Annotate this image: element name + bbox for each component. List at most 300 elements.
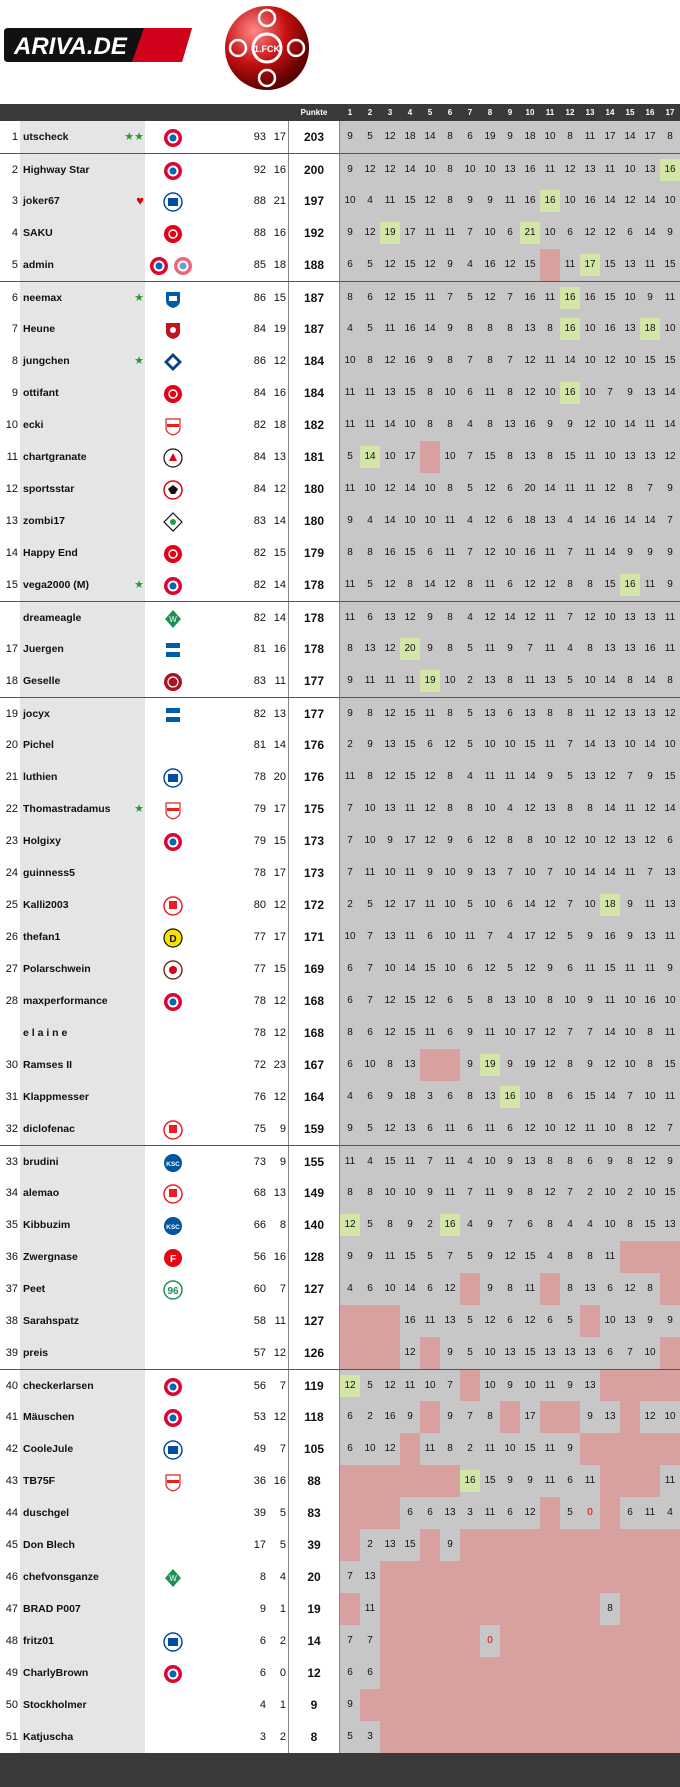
matchday-cell-14 <box>600 1529 620 1561</box>
matchday-cell-15: 6 <box>627 227 633 238</box>
matchday-cell-15: 13 <box>624 1315 636 1326</box>
table-row[interactable] <box>0 1657 680 1689</box>
player-name-link[interactable]: joker67 <box>20 185 145 217</box>
matchday-cell-7: 10 <box>464 164 476 175</box>
matchday-cell-17: 7 <box>667 1123 673 1134</box>
club-cell <box>145 1370 202 1402</box>
player-name-link[interactable]: fritz01 <box>20 1625 145 1657</box>
matchday-cell-10: 20 <box>524 483 536 494</box>
matchday-grid <box>340 1049 680 1081</box>
player-name-link[interactable]: neemax <box>20 282 145 314</box>
table-row[interactable] <box>0 1721 680 1753</box>
rank-cell <box>0 1017 20 1049</box>
matchday-cell-14 <box>600 1689 620 1721</box>
matchday-cell-15: 2 <box>627 1187 633 1198</box>
player-name-link[interactable]: chartgranate <box>20 441 145 473</box>
club-crest-icon <box>163 1120 183 1140</box>
player-name-link[interactable]: e l a i n e <box>20 1017 145 1049</box>
matchday-cell-1: 11 <box>344 612 356 623</box>
matchday-cell-16: 14 <box>644 227 656 238</box>
stat-b: 12 <box>273 483 286 495</box>
club-cell <box>145 1689 202 1721</box>
matchday-cell-4 <box>400 1561 420 1593</box>
player-name-link[interactable]: Sarahspatz <box>20 1305 145 1337</box>
table-row[interactable] <box>0 1497 680 1529</box>
club-cell <box>145 953 202 985</box>
matchday-cell-3: 12 <box>384 1123 396 1134</box>
matchday-cell-5 <box>420 1465 440 1497</box>
matchday-cell-3: 12 <box>384 131 396 142</box>
player-name-link[interactable]: brudini <box>20 1146 145 1178</box>
matchday-cell-9: 14 <box>504 612 516 623</box>
table-row[interactable] <box>0 313 680 345</box>
matchday-cell-14: 6 <box>607 1283 613 1294</box>
player-name-link[interactable]: Kibbuzim <box>20 1209 145 1241</box>
matchday-cell-8: 11 <box>484 1187 496 1198</box>
matchday-cell-8 <box>480 1529 500 1561</box>
matchday-cell-11: 14 <box>544 483 556 494</box>
player-name-link[interactable]: alemao <box>20 1177 145 1209</box>
matchday-grid <box>340 953 680 985</box>
matchday-cell-6: 11 <box>444 1123 456 1134</box>
rank-cell: 50 <box>0 1689 20 1721</box>
matchday-cell-15 <box>620 1657 640 1689</box>
table-row[interactable] <box>0 985 680 1017</box>
matchday-cell-5: 7 <box>427 1156 433 1167</box>
matchday-cell-6: 9 <box>447 1411 453 1422</box>
matchday-cell-8: 11 <box>484 1027 496 1038</box>
matchday-cell-13: 13 <box>584 771 596 782</box>
stats-cell <box>202 185 288 217</box>
table-row[interactable] <box>0 1337 680 1369</box>
matchday-cell-2 <box>360 1305 380 1337</box>
matchday-grid <box>340 1561 680 1593</box>
matchday-cell-12: 12 <box>564 835 576 846</box>
matchday-cell-7: 6 <box>467 387 473 398</box>
table-row[interactable] <box>0 1529 680 1561</box>
table-row[interactable] <box>0 537 680 569</box>
matchday-cell-16: 12 <box>644 835 656 846</box>
table-row[interactable] <box>0 953 680 985</box>
matchday-cell-17 <box>660 1529 680 1561</box>
matchday-cell-17 <box>660 1370 680 1402</box>
matchday-cell-1: 5 <box>347 451 353 462</box>
matchday-cell-6: 8 <box>447 803 453 814</box>
points-cell: 118 <box>288 1401 340 1433</box>
matchday-cell-11: 10 <box>544 227 556 238</box>
player-name-link[interactable]: jungchen <box>20 345 145 377</box>
table-row[interactable] <box>0 185 680 217</box>
matchday-cell-13 <box>580 1305 600 1337</box>
table-row[interactable] <box>0 1433 680 1465</box>
player-name-link[interactable]: SAKU <box>20 217 145 249</box>
matchday-cell-17: 11 <box>664 1027 676 1038</box>
matchday-cell-4: 10 <box>404 1187 416 1198</box>
matchday-cell-8: 12 <box>484 835 496 846</box>
matchday-cell-17 <box>660 1721 680 1753</box>
table-row[interactable] <box>0 1465 680 1497</box>
matchday-cell-2: 6 <box>367 1027 373 1038</box>
table-row[interactable] <box>0 1273 680 1305</box>
matchday-cell-2: 5 <box>367 1123 373 1134</box>
matchday-cell-7: 8 <box>467 803 473 814</box>
matchday-cell-5 <box>420 1689 440 1721</box>
matchday-cell-6: 12 <box>444 1283 456 1294</box>
table-row[interactable] <box>0 1401 680 1433</box>
stats-cell <box>202 1337 288 1369</box>
matchday-grid <box>340 1465 680 1497</box>
table-row[interactable] <box>0 1369 680 1401</box>
player-name-link[interactable]: BRAD P007 <box>20 1593 145 1625</box>
stat-a: 79 <box>253 803 266 815</box>
player-name-link[interactable]: Pichel <box>20 729 145 761</box>
matchday-cell-11: 10 <box>544 1123 556 1134</box>
player-name-link[interactable]: CooleJule <box>20 1433 145 1465</box>
matchday-cell-11: 12 <box>544 899 556 910</box>
matchday-cell-13: 9 <box>587 995 593 1006</box>
matchday-grid <box>340 1305 680 1337</box>
player-name-link[interactable]: duschgel <box>20 1497 145 1529</box>
rank-cell: 12 <box>0 473 20 505</box>
table-row[interactable] <box>0 1017 680 1049</box>
player-name-link[interactable]: diclofenac <box>20 1113 145 1145</box>
table-row[interactable] <box>0 345 680 377</box>
matchday-cell-13 <box>580 1625 600 1657</box>
matchday-cell-9: 10 <box>504 547 516 558</box>
matchday-cell-4 <box>400 1465 420 1497</box>
matchday-cell-13: 17 <box>580 254 600 276</box>
stat-b: 16 <box>273 1475 286 1487</box>
matchday-cell-12: 6 <box>567 1091 573 1102</box>
matchday-cell-7: 7 <box>467 227 473 238</box>
matchday-cell-14: 18 <box>600 894 620 916</box>
matchday-cell-10: 17 <box>524 931 536 942</box>
matchday-cell-13: 10 <box>584 355 596 366</box>
player-name-link[interactable]: sportsstar <box>20 473 145 505</box>
club-cell <box>145 1561 202 1593</box>
table-row[interactable] <box>0 633 680 665</box>
matchday-cell-6: 11 <box>444 1187 456 1198</box>
matchday-cell-5 <box>420 1401 440 1433</box>
matchday-cell-8: 8 <box>487 355 493 366</box>
matchday-cell-10: 12 <box>524 387 536 398</box>
matchday-cell-4: 14 <box>404 1283 416 1294</box>
matchday-cell-8: 11 <box>484 1123 496 1134</box>
matchday-cell-7: 6 <box>467 835 473 846</box>
club-crest-icon <box>163 1377 183 1397</box>
player-name-link[interactable]: Don Blech <box>20 1529 145 1561</box>
matchday-cell-11 <box>540 1689 560 1721</box>
matchday-cell-12: 7 <box>567 612 573 623</box>
matchday-cell-3: 15 <box>384 1156 396 1167</box>
table-row[interactable] <box>0 601 680 633</box>
matchday-cell-8: 9 <box>487 1219 493 1230</box>
matchday-cell-16: 9 <box>647 771 653 782</box>
matchday-grid <box>340 985 680 1017</box>
table-row[interactable] <box>0 505 680 537</box>
player-name-link[interactable]: Juergen <box>20 633 145 665</box>
matchday-cell-14: 15 <box>604 579 616 590</box>
matchday-cell-16: 15 <box>644 1219 656 1230</box>
table-row[interactable] <box>0 697 680 729</box>
matchday-cell-12: 7 <box>567 899 573 910</box>
matchday-header-16: 16 <box>645 108 655 117</box>
table-row[interactable] <box>0 1145 680 1177</box>
matchday-cell-10: 12 <box>524 803 536 814</box>
matchday-cell-17: 8 <box>667 675 673 686</box>
matchday-header-1: 1 <box>347 108 353 117</box>
stats-cell <box>202 1401 288 1433</box>
matchday-cell-14: 16 <box>604 931 616 942</box>
rank-cell: 9 <box>0 377 20 409</box>
club-crest-icon <box>163 928 183 948</box>
stat-b: 1 <box>279 1699 286 1711</box>
matchday-cell-11: 11 <box>544 1380 556 1391</box>
club-crest-icon <box>163 289 183 309</box>
club-cell <box>145 249 202 281</box>
matchday-cell-6 <box>440 1465 460 1497</box>
matchday-cell-3 <box>380 1465 400 1497</box>
table-row[interactable] <box>0 1209 680 1241</box>
table-row[interactable] <box>0 665 680 697</box>
table-row[interactable] <box>0 249 680 281</box>
stat-b: 19 <box>273 323 286 335</box>
matchday-cell-16 <box>640 1370 660 1402</box>
matchday-cell-16: 17 <box>644 131 656 142</box>
matchday-cell-4: 15 <box>404 387 416 398</box>
matchday-cell-13 <box>580 1657 600 1689</box>
table-row[interactable] <box>0 1625 680 1657</box>
club-cell <box>145 217 202 249</box>
matchday-cell-11: 8 <box>547 708 553 719</box>
matchday-cell-17: 11 <box>664 612 676 623</box>
matchday-cell-16 <box>640 1465 660 1497</box>
points-cell: 182 <box>288 409 340 441</box>
stat-a: 93 <box>253 131 266 143</box>
stat-a: 66 <box>253 1219 266 1231</box>
table-row[interactable] <box>0 441 680 473</box>
stats-cell <box>202 857 288 889</box>
table-row[interactable] <box>0 857 680 889</box>
matchday-grid <box>340 473 680 505</box>
player-name-link[interactable]: utscheck <box>20 121 145 153</box>
player-name-link[interactable]: zombi17 <box>20 505 145 537</box>
matchday-header-4: 4 <box>407 108 413 117</box>
matchday-cell-13: 9 <box>587 1059 593 1070</box>
matchday-cell-2: 3 <box>367 1731 373 1742</box>
table-row[interactable] <box>0 889 680 921</box>
points-cell: 168 <box>288 1017 340 1049</box>
player-name-link[interactable]: Happy End <box>20 537 145 569</box>
table-row[interactable] <box>0 793 680 825</box>
ariva-logo[interactable] <box>4 26 196 64</box>
matchday-cell-8: 15 <box>484 1475 496 1486</box>
club-crest-icon <box>163 480 183 500</box>
player-name-link[interactable]: Zwergnase <box>20 1241 145 1273</box>
player-name-link[interactable]: maxperformance <box>20 985 145 1017</box>
player-name-link[interactable]: Klappmesser <box>20 1081 145 1113</box>
matchday-cell-11: 4 <box>547 1251 553 1262</box>
matchday-cell-11: 11 <box>544 1475 556 1486</box>
player-name-link[interactable]: dreameagle <box>20 602 145 634</box>
matchday-cell-11: 12 <box>544 931 556 942</box>
player-name-link[interactable]: Kalli2003 <box>20 889 145 921</box>
stat-b: 14 <box>273 515 286 527</box>
matchday-cell-3: 9 <box>387 835 393 846</box>
table-row[interactable] <box>0 1305 680 1337</box>
player-name-link[interactable]: Mäuschen <box>20 1401 145 1433</box>
points-cell: 173 <box>288 825 340 857</box>
player-name-link[interactable]: preis <box>20 1337 145 1369</box>
table-row[interactable] <box>0 825 680 857</box>
matchday-cell-16: 12 <box>644 803 656 814</box>
table-row[interactable] <box>0 761 680 793</box>
player-name-link[interactable]: guinness5 <box>20 857 145 889</box>
player-name-link[interactable]: Peet <box>20 1273 145 1305</box>
matchday-cell-1: 2 <box>347 899 353 910</box>
matchday-cell-9: 8 <box>507 323 513 334</box>
player-name-link[interactable]: chefvonsganze <box>20 1561 145 1593</box>
matchday-cell-16: 11 <box>644 579 656 590</box>
matchday-cell-10: 10 <box>524 995 536 1006</box>
matchday-cell-5: 6 <box>427 1123 433 1134</box>
player-name-link[interactable]: Geselle <box>20 665 145 697</box>
matchday-cell-4: 12 <box>404 612 416 623</box>
matchday-cell-14 <box>600 1625 620 1657</box>
stat-a: 84 <box>253 483 266 495</box>
matchday-cell-5: 15 <box>424 963 436 974</box>
matchday-cell-7: 6 <box>467 963 473 974</box>
player-name-link[interactable]: Stockholmer <box>20 1689 145 1721</box>
stat-b: 12 <box>273 899 286 911</box>
matchday-cell-16: 11 <box>644 963 656 974</box>
matchday-cell-3: 13 <box>384 739 396 750</box>
player-name-link[interactable]: Heune <box>20 313 145 345</box>
player-name-link[interactable]: Thomastradamus <box>20 793 145 825</box>
player-name-link[interactable]: thefan1 <box>20 921 145 953</box>
matchday-cell-17: 9 <box>667 227 673 238</box>
matchday-cell-6: 8 <box>447 1443 453 1454</box>
matchday-cell-6: 11 <box>444 515 456 526</box>
table-row[interactable] <box>0 409 680 441</box>
club-crest-icon <box>163 992 183 1012</box>
stat-a: 84 <box>253 451 266 463</box>
matchday-cell-16: 11 <box>644 419 656 430</box>
stats-cell <box>202 1465 288 1497</box>
stat-b: 17 <box>273 931 286 943</box>
table-row[interactable] <box>0 729 680 761</box>
matchday-cell-13: 16 <box>584 195 596 206</box>
stat-a: 78 <box>253 867 266 879</box>
table-row[interactable] <box>0 1593 680 1625</box>
player-name-link[interactable]: Polarschwein <box>20 953 145 985</box>
matchday-cell-8: 12 <box>484 963 496 974</box>
rank-cell: 10 <box>0 409 20 441</box>
matchday-cell-2: 9 <box>367 739 373 750</box>
matchday-cell-9: 8 <box>507 1283 513 1294</box>
matchday-cell-13: 11 <box>584 1123 596 1134</box>
matchday-cell-9: 16 <box>500 1086 520 1108</box>
table-row[interactable] <box>0 217 680 249</box>
player-name-link[interactable]: Highway Star <box>20 154 145 186</box>
table-row[interactable] <box>0 1689 680 1721</box>
matchday-cell-5: 6 <box>427 1507 433 1518</box>
points-cell: 128 <box>288 1241 340 1273</box>
matchday-cell-2: 6 <box>367 292 373 303</box>
stat-b: 4 <box>279 1571 286 1583</box>
table-row[interactable] <box>0 1113 680 1145</box>
table-row[interactable] <box>0 281 680 313</box>
points-cell: 127 <box>288 1305 340 1337</box>
player-name-link[interactable]: luthien <box>20 761 145 793</box>
matchday-cell-14: 13 <box>604 1411 616 1422</box>
matchday-cell-11: 11 <box>544 355 556 366</box>
matchday-cell-3: 12 <box>384 259 396 270</box>
player-name-link[interactable]: TB75F <box>20 1465 145 1497</box>
player-name-link[interactable]: jocyx <box>20 698 145 730</box>
matchday-cell-8: 10 <box>484 899 496 910</box>
rank-cell: 46 <box>0 1561 20 1593</box>
table-row[interactable] <box>0 1081 680 1113</box>
points-cell: 178 <box>288 569 340 601</box>
matchday-cell-1: 10 <box>344 931 356 942</box>
matchday-cell-1: 12 <box>340 1214 360 1236</box>
matchday-cell-8: 9 <box>487 195 493 206</box>
club-cell <box>145 633 202 665</box>
matchday-cell-15: 10 <box>624 995 636 1006</box>
stat-b: 23 <box>273 1059 286 1071</box>
table-row[interactable] <box>0 1177 680 1209</box>
matchday-header-7: 7 <box>467 108 473 117</box>
player-name-link[interactable]: ottifant <box>20 377 145 409</box>
matchday-header-14: 14 <box>605 108 615 117</box>
matchday-cell-14: 12 <box>604 771 616 782</box>
stat-a: 72 <box>253 1059 266 1071</box>
points-cell: 175 <box>288 793 340 825</box>
points-cell: 167 <box>288 1049 340 1081</box>
matchday-cell-11: 10 <box>544 131 556 142</box>
matchday-cell-14: 10 <box>604 419 616 430</box>
table-row[interactable] <box>0 921 680 953</box>
matchday-cell-4 <box>400 1625 420 1657</box>
table-row[interactable] <box>0 569 680 601</box>
matchday-cell-4: 17 <box>404 227 416 238</box>
matchday-cell-4: 10 <box>404 515 416 526</box>
matchday-cell-15: 11 <box>624 803 636 814</box>
player-name-link[interactable]: Holgixy <box>20 825 145 857</box>
player-name-link[interactable]: checkerlarsen <box>20 1370 145 1402</box>
player-name-link[interactable]: admin <box>20 249 145 281</box>
matchday-cell-1: 11 <box>344 579 356 590</box>
table-row[interactable] <box>0 377 680 409</box>
table-row[interactable] <box>0 121 680 153</box>
player-name-link[interactable]: Katjuscha <box>20 1721 145 1753</box>
table-row[interactable] <box>0 1049 680 1081</box>
table-row[interactable] <box>0 473 680 505</box>
player-name-link[interactable]: Ramses II <box>20 1049 145 1081</box>
player-name-link[interactable]: vega2000 (M) <box>20 569 145 601</box>
table-row[interactable] <box>0 153 680 185</box>
table-row[interactable] <box>0 1561 680 1593</box>
player-name-link[interactable]: ecki <box>20 409 145 441</box>
matchday-cell-13 <box>580 1689 600 1721</box>
matchday-cell-7: 4 <box>467 259 473 270</box>
table-row[interactable] <box>0 1241 680 1273</box>
player-name-link[interactable]: CharlyBrown <box>20 1657 145 1689</box>
matchday-cell-10: 6 <box>527 1219 533 1230</box>
rank-cell: 15 <box>0 569 20 601</box>
matchday-grid <box>340 154 680 186</box>
